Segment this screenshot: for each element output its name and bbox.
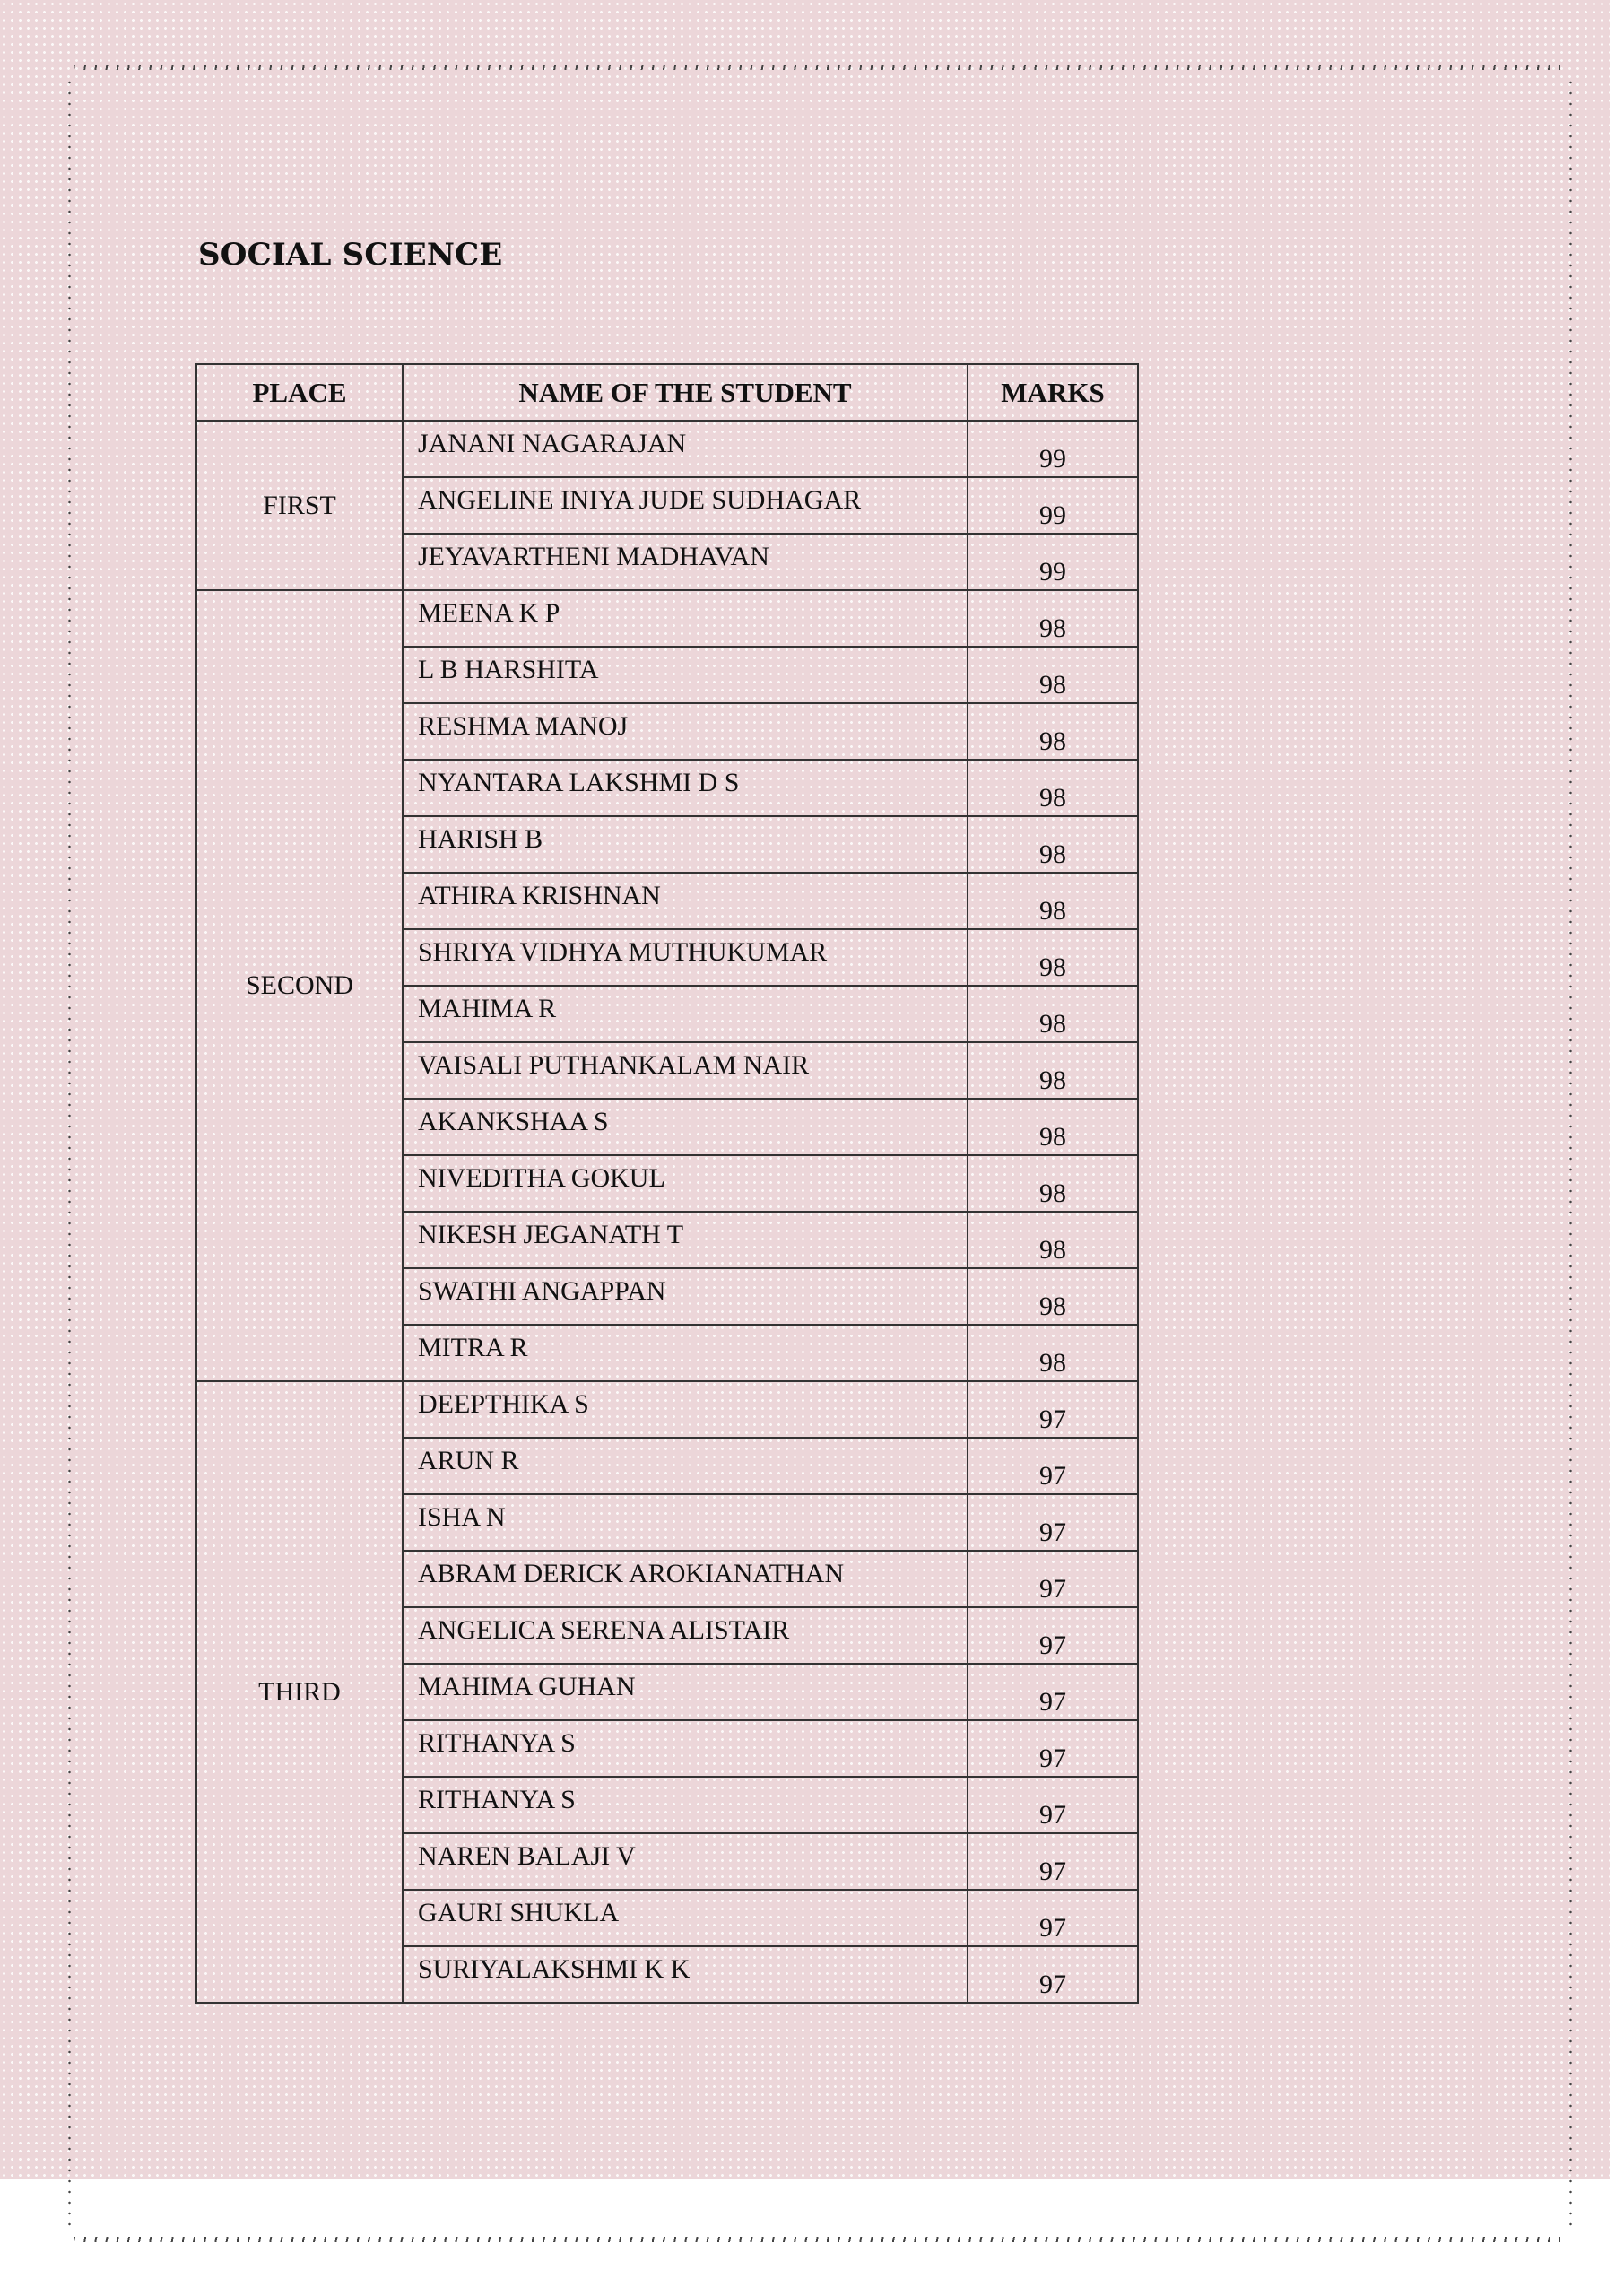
marks-cell: 97 [968, 1607, 1138, 1664]
marks-cell: 98 [968, 873, 1138, 929]
marks-cell: 98 [968, 816, 1138, 873]
marks-cell: 97 [968, 1777, 1138, 1833]
marks-cell: 98 [968, 647, 1138, 703]
marks-cell: 99 [968, 477, 1138, 534]
marks-cell: 98 [968, 703, 1138, 760]
marks-cell: 98 [968, 986, 1138, 1042]
student-name-cell: SURIYALAKSHMI K K [403, 1946, 968, 2003]
student-name-cell: NYANTARA LAKSHMI D S [403, 760, 968, 816]
results-body [196, 421, 1138, 2003]
marks-cell: 97 [968, 1664, 1138, 1720]
marks-cell: 99 [968, 534, 1138, 590]
student-name-cell: SHRIYA VIDHYA MUTHUKUMAR [403, 929, 968, 986]
student-name-cell: DEEPTHIKA S [403, 1381, 968, 1438]
marks-cell: 99 [968, 421, 1138, 477]
student-name-cell: NIKESH JEGANATH T [403, 1212, 968, 1268]
table-header-row [196, 364, 1138, 421]
dashed-border-bottom [74, 2237, 1560, 2242]
student-name-cell: MAHIMA R [403, 986, 968, 1042]
place-cell: FIRST [196, 421, 403, 590]
marks-cell: 98 [968, 1099, 1138, 1155]
marks-cell: 97 [968, 1381, 1138, 1438]
marks-cell: 98 [968, 1325, 1138, 1381]
student-name-cell: NAREN BALAJI V [403, 1833, 968, 1890]
student-name-cell: JEYAVARTHENI MADHAVAN [403, 534, 968, 590]
student-name-cell: ABRAM DERICK AROKIANATHAN [403, 1551, 968, 1607]
marks-cell: 98 [968, 1155, 1138, 1212]
marks-cell: 97 [968, 1890, 1138, 1946]
dotted-border-right [1569, 77, 1572, 2233]
marks-cell: 98 [968, 1042, 1138, 1099]
header-place: PLACE [196, 364, 403, 421]
header-name: NAME OF THE STUDENT [403, 364, 968, 421]
student-name-cell: ISHA N [403, 1494, 968, 1551]
marks-cell: 98 [968, 590, 1138, 647]
student-name-cell: GAURI SHUKLA [403, 1890, 968, 1946]
student-name-cell: MITRA R [403, 1325, 968, 1381]
student-name-cell: ANGELICA SERENA ALISTAIR [403, 1607, 968, 1664]
table-row [196, 421, 1138, 477]
student-name-cell: RITHANYA S [403, 1720, 968, 1777]
student-name-cell: ANGELINE INIYA JUDE SUDHAGAR [403, 477, 968, 534]
marks-cell: 97 [968, 1494, 1138, 1551]
marks-cell: 97 [968, 1720, 1138, 1777]
marks-cell: 98 [968, 760, 1138, 816]
student-name-cell: L B HARSHITA [403, 647, 968, 703]
student-name-cell: ARUN R [403, 1438, 968, 1494]
results-table [195, 363, 1139, 2004]
student-name-cell: MAHIMA GUHAN [403, 1664, 968, 1720]
place-cell: THIRD [196, 1381, 403, 2003]
student-name-cell: HARISH B [403, 816, 968, 873]
student-name-cell: RITHANYA S [403, 1777, 968, 1833]
marks-cell: 98 [968, 1268, 1138, 1325]
dotted-border-left [68, 77, 71, 2233]
header-marks: MARKS [968, 364, 1138, 421]
table-row [196, 1381, 1138, 1438]
table-row [196, 590, 1138, 647]
marks-cell: 97 [968, 1551, 1138, 1607]
marks-cell: 98 [968, 929, 1138, 986]
student-name-cell: VAISALI PUTHANKALAM NAIR [403, 1042, 968, 1099]
dashed-border-top [74, 65, 1560, 70]
student-name-cell: AKANKSHAA S [403, 1099, 968, 1155]
marks-cell: 97 [968, 1833, 1138, 1890]
place-cell: SECOND [196, 590, 403, 1381]
student-name-cell: SWATHI ANGAPPAN [403, 1268, 968, 1325]
student-name-cell: MEENA K P [403, 590, 968, 647]
marks-cell: 97 [968, 1946, 1138, 2003]
student-name-cell: RESHMA MANOJ [403, 703, 968, 760]
section-title: SOCIAL SCIENCE [198, 237, 503, 273]
student-name-cell: ATHIRA KRISHNAN [403, 873, 968, 929]
student-name-cell: JANANI NAGARAJAN [403, 421, 968, 477]
marks-cell: 98 [968, 1212, 1138, 1268]
student-name-cell: NIVEDITHA GOKUL [403, 1155, 968, 1212]
marks-cell: 97 [968, 1438, 1138, 1494]
